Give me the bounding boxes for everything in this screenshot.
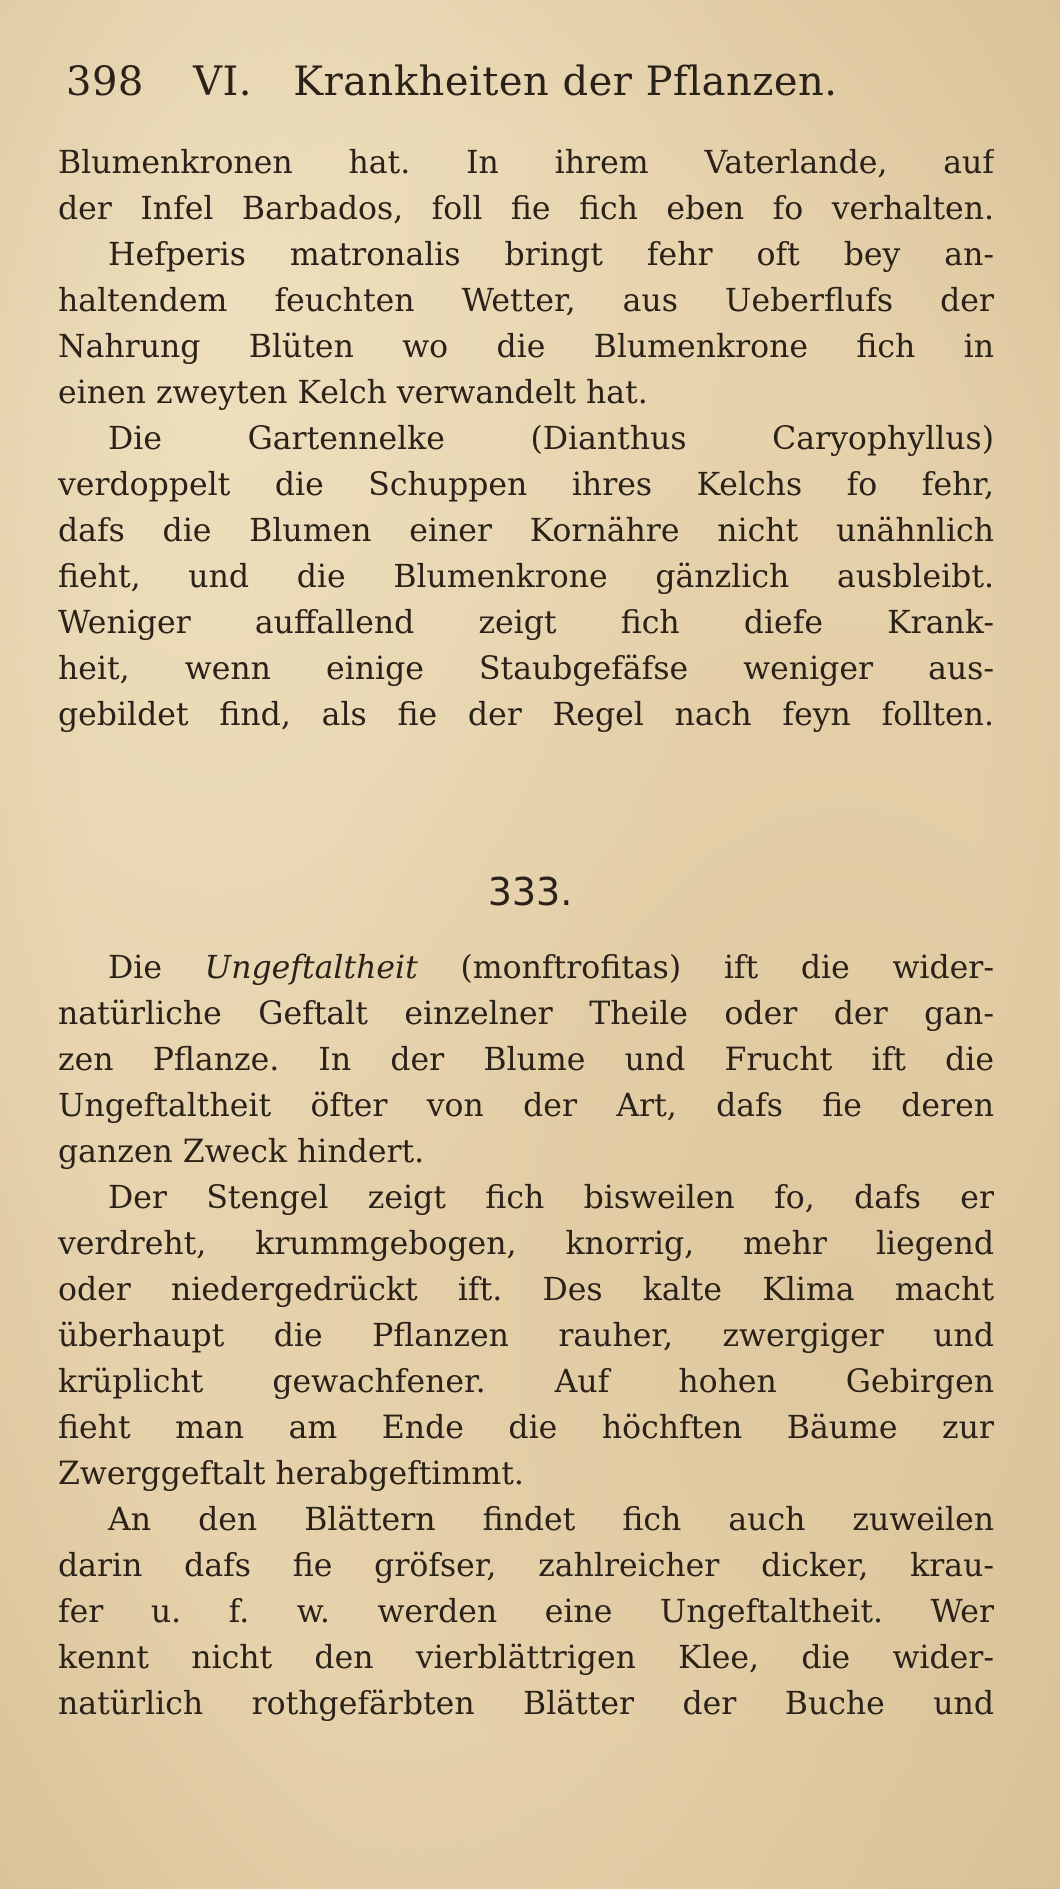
text-line: kennt nicht den vierblättrigen Klee, die wider- xyxy=(58,1640,994,1676)
text-line: darin dafs fie gröfser, zahlreicher dicker, krau- xyxy=(58,1548,994,1584)
text-line-first xyxy=(58,945,994,991)
text-line: An den Blättern findet fich auch zuweilen xyxy=(108,1502,994,1538)
text-line: Hefperis matronalis bringt fehr oft bey an- xyxy=(108,237,994,273)
text-line: gebildet find, als fie der Regel nach feyn follten. xyxy=(58,697,994,733)
text-line: fieht man am Ende die höchften Bäume zur xyxy=(58,1410,994,1446)
text-line: Der Stengel zeigt fich bisweilen fo, dafs er xyxy=(108,1180,994,1216)
emphasized-term: Ungeftaltheit xyxy=(204,950,418,986)
text-line: verdreht, krummgebogen, knorrig, mehr liegend xyxy=(58,1226,994,1262)
text-block-2 xyxy=(58,945,994,1727)
text-line: Ungeftaltheit öfter von der Art, dafs fie deren xyxy=(58,1088,994,1124)
text-fragment: Die xyxy=(108,950,205,986)
chapter-title: Krankheiten der Pflanzen. xyxy=(293,59,838,105)
text-line: dafs die Blumen einer Kornähre nicht unähnlich xyxy=(58,513,994,549)
text-line: oder niedergedrückt ift. Des kalte Klima macht xyxy=(58,1272,994,1308)
chapter-number: VI. xyxy=(193,59,252,105)
text-line: natürlich rothgefärbten Blätter der Buche und xyxy=(58,1686,994,1722)
text-line: zen Pflanze. In der Blume und Frucht ift die xyxy=(58,1042,994,1078)
text-line: der Infel Barbados, foll fie fich eben fo verhalten. xyxy=(58,191,994,227)
text-line: krüplicht gewachfener. Auf hohen Gebirgen xyxy=(58,1364,994,1400)
text-line: fieht, und die Blumenkrone gänzlich ausbleibt. xyxy=(58,559,994,595)
text-block-1 xyxy=(58,140,994,738)
running-header xyxy=(66,52,986,112)
text-line: haltendem feuchten Wetter, aus Ueberflufs der xyxy=(58,283,994,319)
text-line: verdoppelt die Schuppen ihres Kelchs fo fehr, xyxy=(58,467,994,503)
text-line: heit, wenn einige Staubgefäfse weniger aus- xyxy=(58,651,994,687)
text-line: Weniger auffallend zeigt fich diefe Krank- xyxy=(58,605,994,641)
text-line: Blumenkronen hat. In ihrem Vaterlande, auf xyxy=(58,145,994,181)
text-line: fer u. f. w. werden eine Ungeftaltheit. Wer xyxy=(58,1594,994,1630)
text-line: überhaupt die Pflanzen rauher, zwergiger und xyxy=(58,1318,994,1354)
text-line: Zwerggeftalt herabgeftimmt. xyxy=(58,1456,524,1492)
text-line: einen zweyten Kelch verwandelt hat. xyxy=(58,375,648,411)
text-fragment: (monftrofitas) ift die wider- xyxy=(417,950,994,986)
text-line: ganzen Zweck hindert. xyxy=(58,1134,425,1170)
section-number: 333. xyxy=(487,870,573,914)
text-line: natürliche Geftalt einzelner Theile oder der gan- xyxy=(58,996,994,1032)
page-number: 398 xyxy=(66,59,144,105)
text-line: Nahrung Blüten wo die Blumenkrone fich in xyxy=(58,329,994,365)
text-line: Die Gartennelke (Dianthus Caryophyllus) xyxy=(108,421,994,457)
